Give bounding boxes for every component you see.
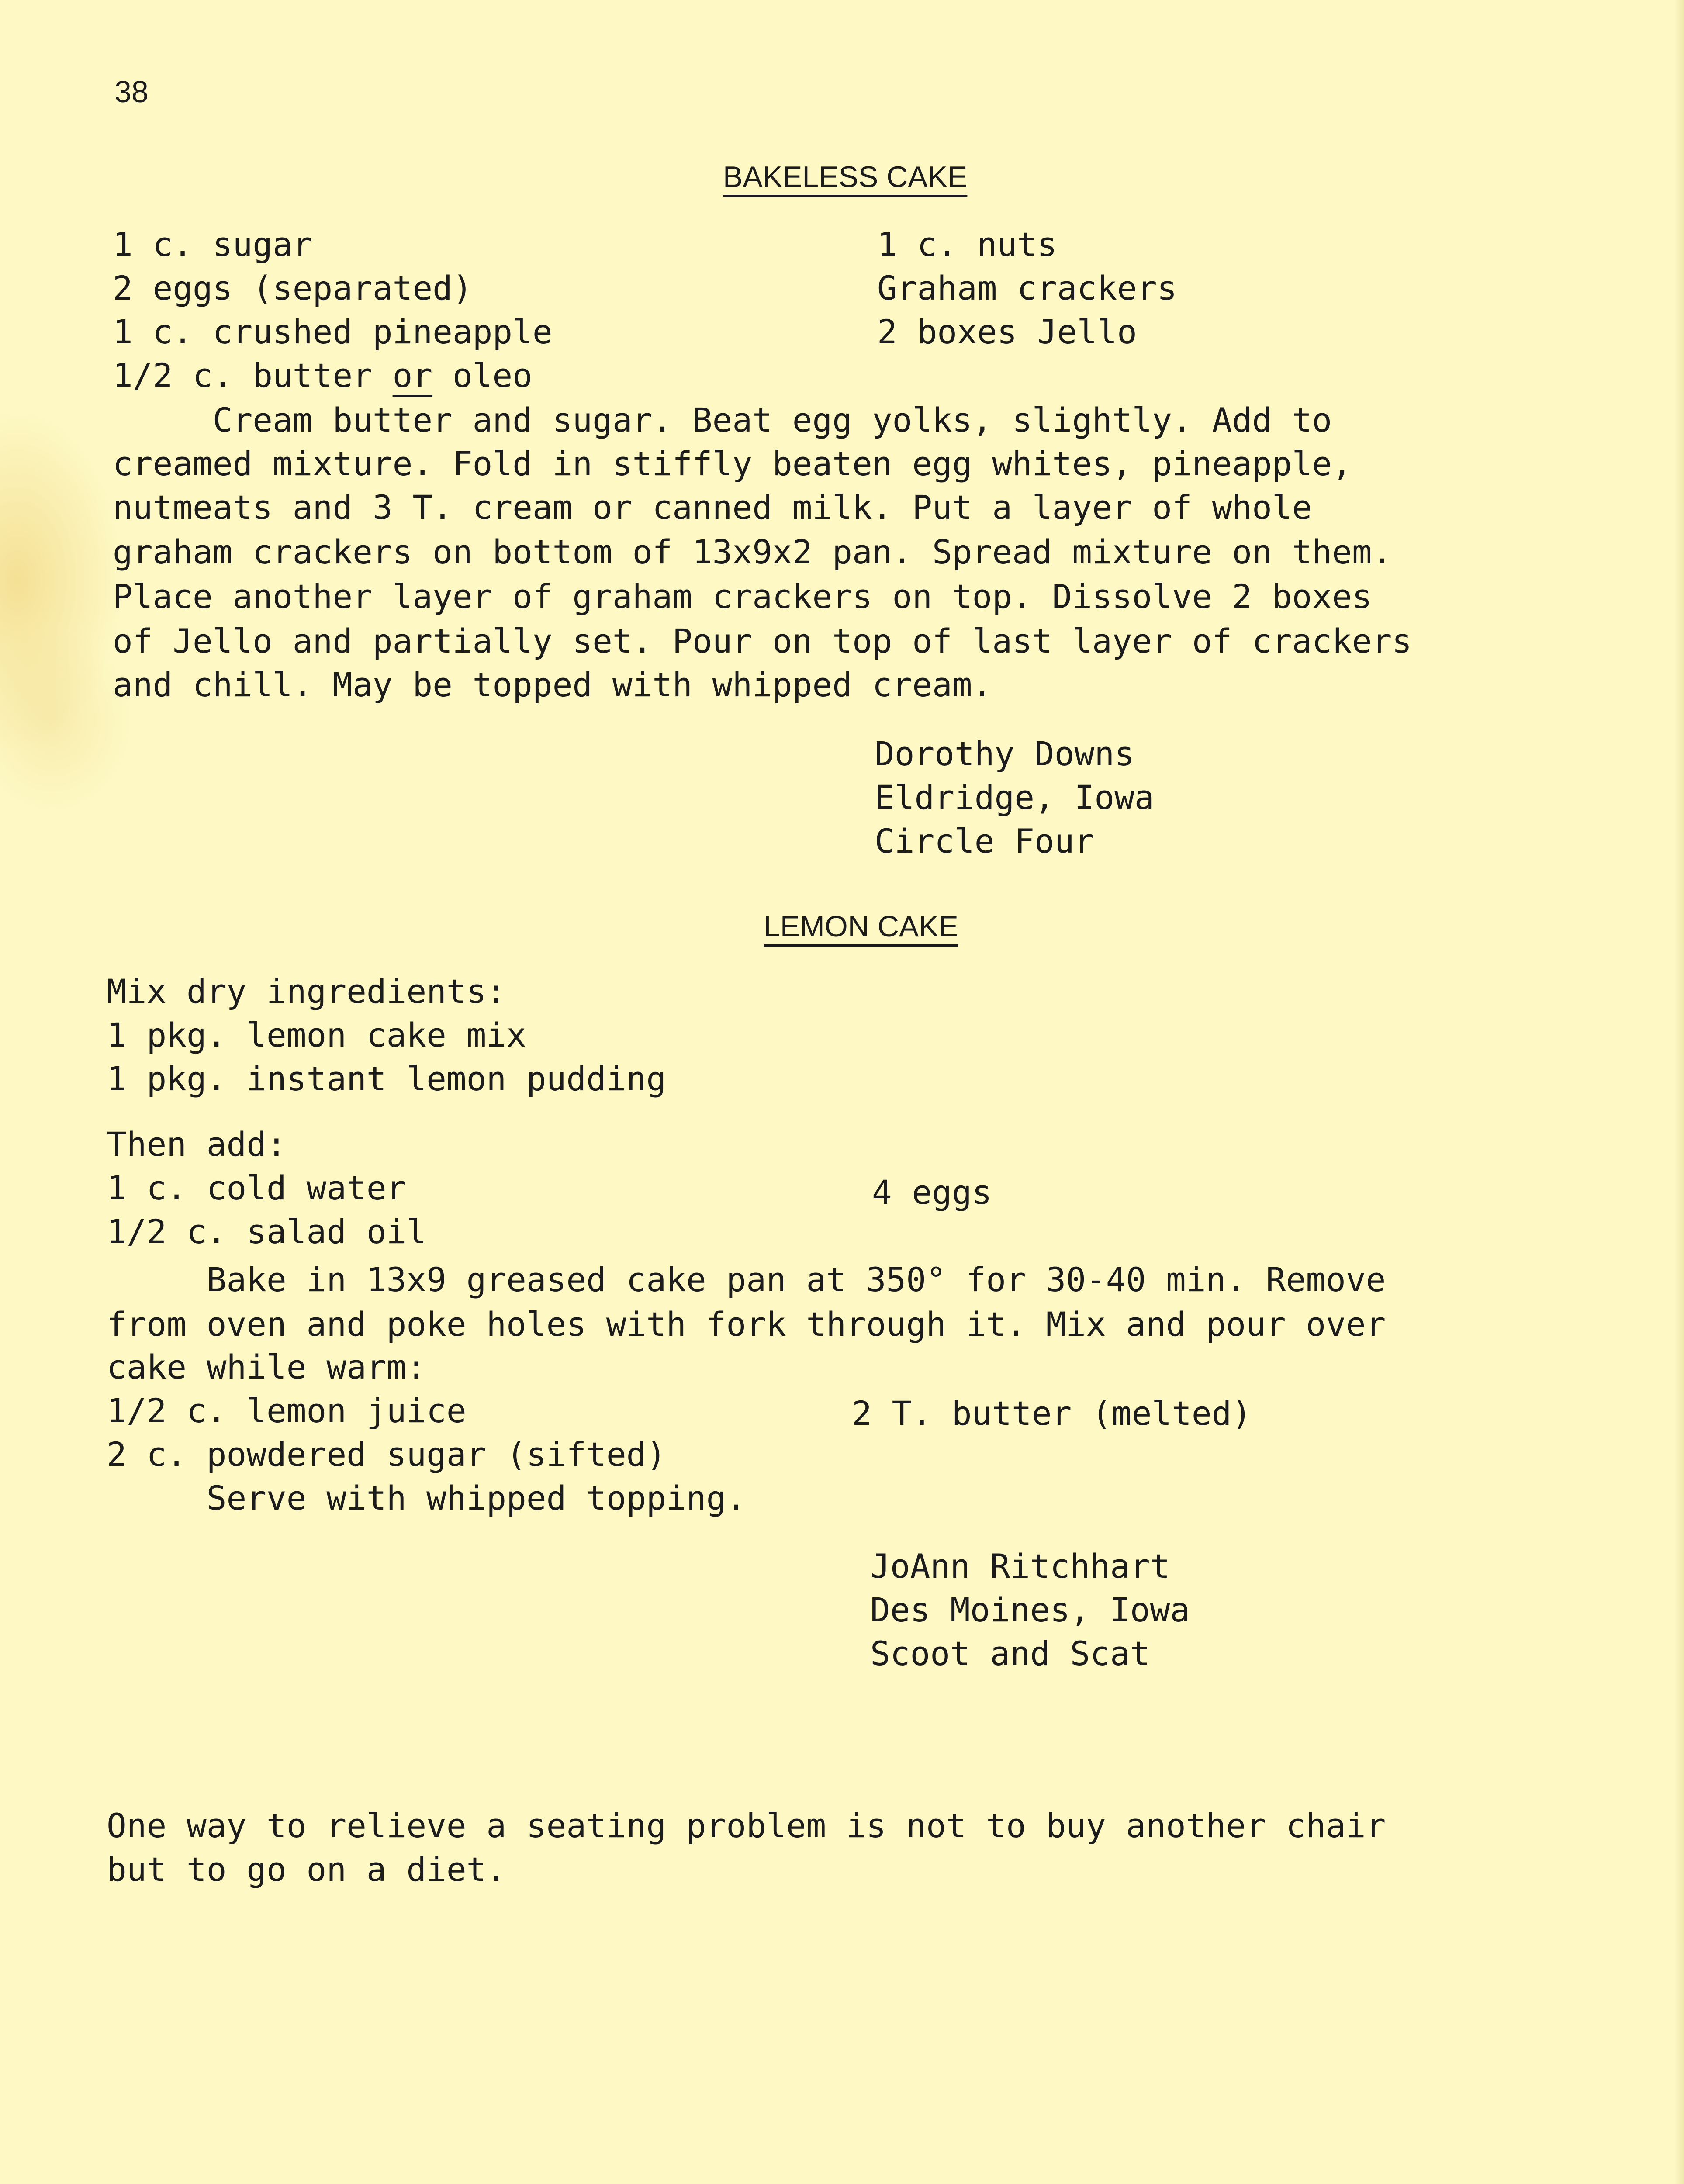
ingredient: 1 c. cold water xyxy=(107,1168,407,1207)
directions-line: Bake in 13x9 greased cake pan at 350° for 30-40 min. Remove xyxy=(107,1260,1386,1299)
ingredient: 1 c. sugar xyxy=(113,225,313,264)
directions-line: creamed mixture. Fold in stiffly beaten egg whites, pineapple, xyxy=(113,444,1352,483)
directions-line: of Jello and partially set. Pour on top of last layer of crackers xyxy=(113,622,1412,660)
add-heading: Then add: xyxy=(107,1125,287,1164)
author-name: JoAnn Ritchhart xyxy=(870,1547,1170,1586)
author-group: Scoot and Scat xyxy=(870,1634,1150,1673)
directions-line: nutmeats and 3 T. cream or canned milk. Put a layer of whole xyxy=(113,488,1312,527)
directions-line: cake while warm: xyxy=(107,1348,427,1386)
directions-line: graham crackers on bottom of 13x9x2 pan. Spread mixture on them. xyxy=(113,532,1392,571)
footer-quote-line: but to go on a diet. xyxy=(107,1850,507,1889)
serving-note: Serve with whipped topping. xyxy=(107,1479,747,1517)
ingredient: Graham crackers xyxy=(877,269,1177,308)
author-location: Des Moines, Iowa xyxy=(870,1590,1190,1629)
directions-line: from oven and poke holes with fork through it. Mix and pour over xyxy=(107,1305,1386,1344)
author-name: Dorothy Downs xyxy=(875,734,1134,773)
ingredient: 1/2 c. lemon juice xyxy=(107,1391,467,1430)
footer-quote-line: One way to relieve a seating problem is not to buy another chair xyxy=(107,1806,1386,1845)
directions-line: and chill. May be topped with whipped cream. xyxy=(113,665,992,704)
ingredient: 2 T. butter (melted) xyxy=(852,1394,1252,1433)
ingredient: 1/2 c. butter or oleo xyxy=(113,356,533,395)
underlined-word: or xyxy=(392,356,433,395)
directions-line: Cream butter and sugar. Beat egg yolks, slightly. Add to xyxy=(113,401,1332,439)
ingredient: 1 c. nuts xyxy=(877,225,1057,264)
ingredient: 2 boxes Jello xyxy=(877,312,1137,351)
ingredient: 1 pkg. instant lemon pudding xyxy=(107,1059,667,1098)
directions-line: Place another layer of graham crackers on top. Dissolve 2 boxes xyxy=(113,577,1372,616)
ingredient: 1 pkg. lemon cake mix xyxy=(107,1016,526,1054)
dry-ingredients-heading: Mix dry ingredients: xyxy=(107,972,507,1011)
page-number: 38 xyxy=(114,75,149,109)
ingredient: 4 eggs xyxy=(872,1173,992,1212)
ingredient: 1 c. crushed pineapple xyxy=(113,312,553,351)
author-group: Circle Four xyxy=(875,822,1095,860)
ingredient: 1/2 c. salad oil xyxy=(107,1212,427,1251)
author-location: Eldridge, Iowa xyxy=(875,778,1155,817)
ingredient: 2 c. powdered sugar (sifted) xyxy=(107,1435,667,1474)
page-edge-shadow xyxy=(1674,0,1684,2184)
recipe-title-bakeless-cake: BAKELESS CAKE xyxy=(723,160,968,194)
ingredient: 2 eggs (separated) xyxy=(113,269,473,308)
recipe-title-lemon-cake: LEMON CAKE xyxy=(764,910,958,943)
